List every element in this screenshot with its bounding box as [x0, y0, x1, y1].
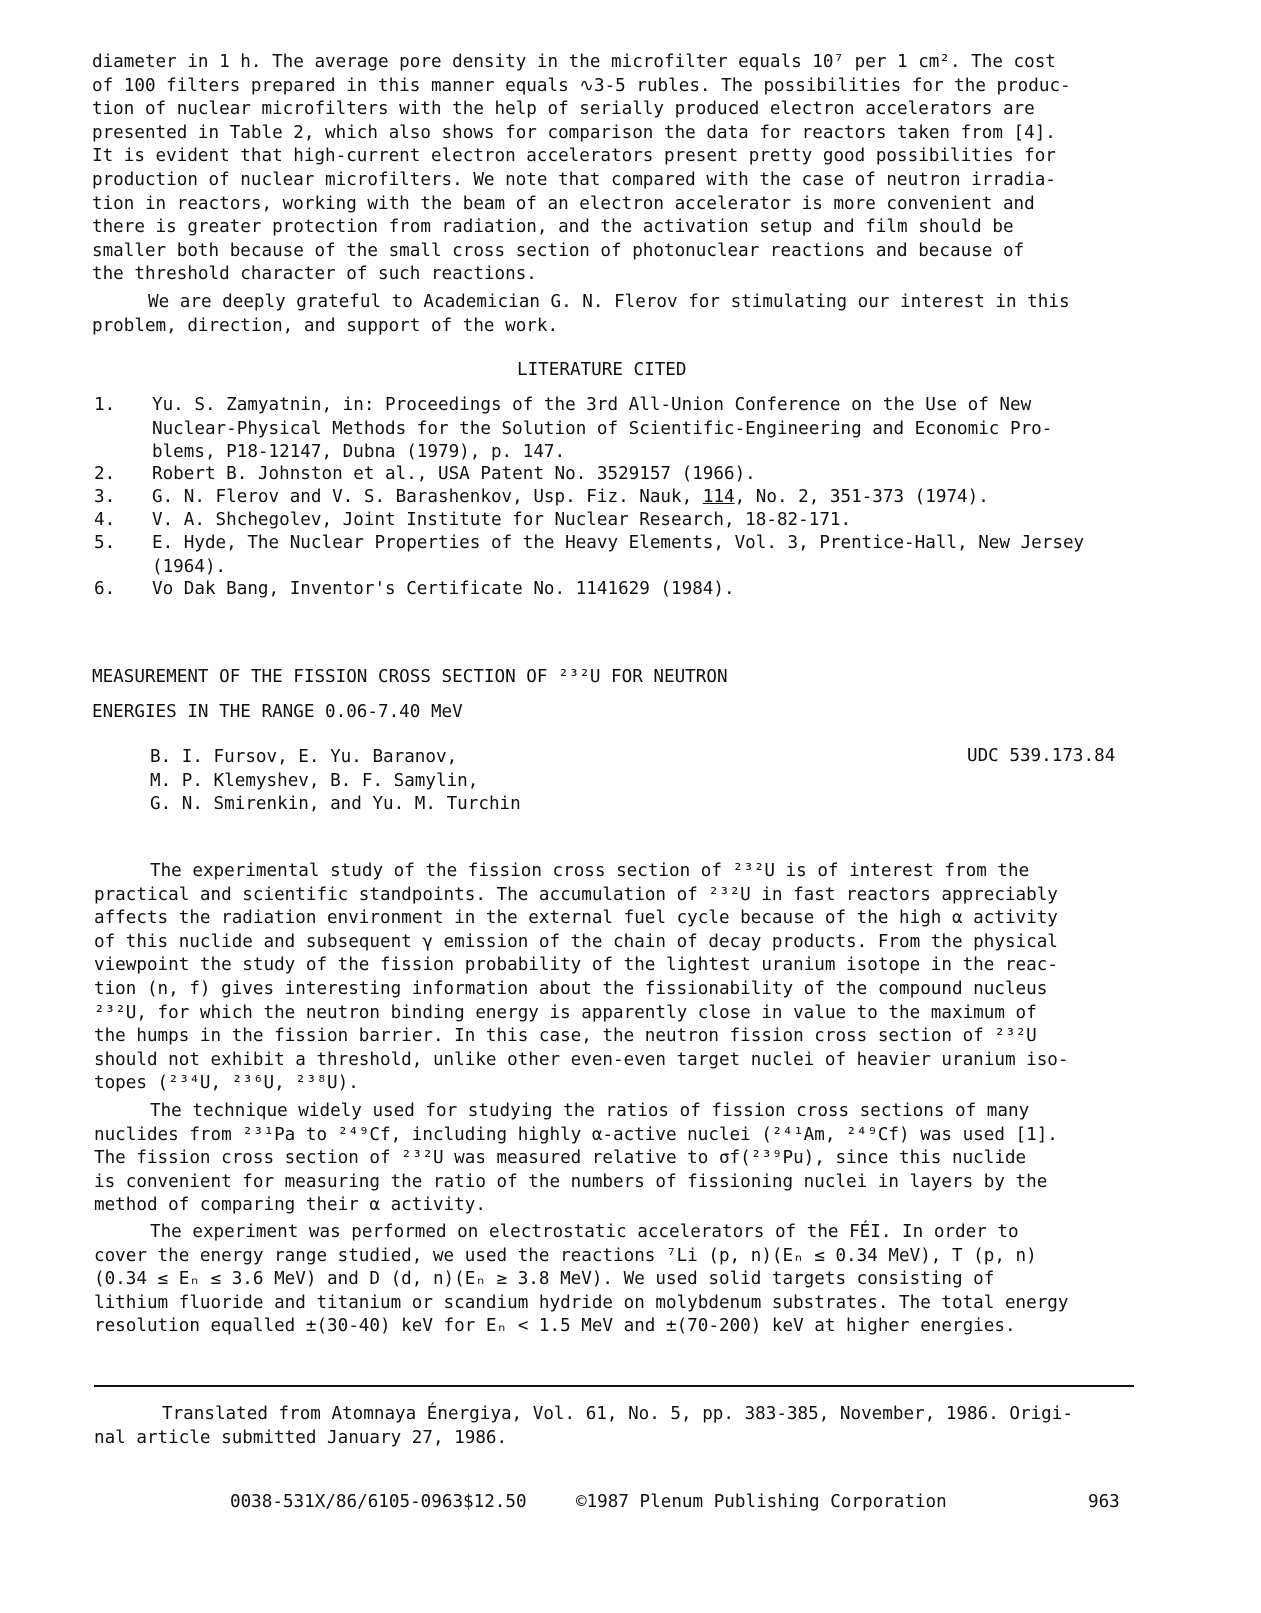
text-line: The technique widely used for studying the ratios of fission cross sections of many [150, 1101, 1030, 1121]
footer-issn-code: 0038-531X/86/6105-0963$12.50 [230, 1492, 527, 1512]
text-line: It is evident that high-current electron accelerators present pretty good possibilities for [92, 146, 1056, 167]
text-line: cover the energy range studied, we used the reactions ⁷Li (p, n)(Eₙ ≤ 0.34 MeV), T (p, n) [94, 1245, 1037, 1266]
article-title-line-1: MEASUREMENT OF THE FISSION CROSS SECTION OF ²³²U FOR NEUTRON [92, 667, 728, 687]
reference-number: 1. [94, 395, 116, 415]
text-line: nal article submitted January 27, 1986. [94, 1427, 508, 1448]
reference-text: Yu. S. Zamyatnin, in: Proceedings of the 3rd All-Union Conference on the Use of New [152, 395, 1032, 415]
text-line: We are deeply grateful to Academician G. N. Flerov for stimulating our interest in this [148, 292, 1070, 312]
author-line: M. P. Klemyshev, B. F. Samylin, [150, 770, 479, 791]
reference-number: 5. [94, 533, 116, 553]
footer-copyright: ©1987 Plenum Publishing Corporation [576, 1492, 947, 1512]
text-line: there is greater protection from radiation, and the activation setup and film should be [92, 217, 1014, 238]
text-line: practical and scientific standpoints. The accumulation of ²³²U in fast reactors appreciably [94, 884, 1058, 905]
footnote-divider [94, 1385, 1134, 1387]
reference-number: 6. [94, 579, 116, 599]
reference-number: 2. [94, 464, 116, 484]
reference-volume: 114 [702, 487, 735, 507]
reference-text: blems, P18-12147, Dubna (1979), p. 147. [152, 442, 566, 463]
text-line: Translated from Atomnaya Énergiya, Vol. 61, No. 5, pp. 383-385, November, 1986. Origi- [162, 1404, 1073, 1424]
reference-text: Robert B. Johnston et al., USA Patent No. 3529157 (1966). [152, 464, 756, 484]
text-line: should not exhibit a threshold, unlike other even-even target nuclei of heavier uranium iso- [94, 1049, 1069, 1070]
author-list [150, 746, 521, 817]
reference-text-pre: G. N. Flerov and V. S. Barashenkov, Usp. Fiz. Nauk, [152, 487, 703, 507]
footer-page-number: 963 [1088, 1492, 1120, 1512]
text-line: presented in Table 2, which also shows for comparison the data for reactors taken from [4]. [92, 122, 1056, 143]
text-line: tion (n, f) gives interesting information about the fissionability of the compound nucleus [94, 978, 1048, 999]
text-line: affects the radiation environment in the external fuel cycle because of the high α activity [94, 908, 1058, 929]
intro-paragraph [92, 51, 1142, 287]
text-line: the humps in the fission barrier. In this case, the neutron fission cross section of ²³²U [94, 1026, 1037, 1047]
text-line: nuclides from ²³¹Pa to ²⁴⁹Cf, including highly α-active nuclei (²⁴¹Am, ²⁴⁹Cf) was used [1]. [94, 1124, 1058, 1145]
reference-text: Vo Dak Bang, Inventor's Certificate No. 1141629 (1984). [152, 579, 735, 599]
body-paragraph [94, 860, 1154, 1096]
translation-note [94, 1403, 1154, 1450]
reference-text: (1964). [152, 556, 227, 577]
text-line: problem, direction, and support of the work. [92, 315, 559, 336]
text-line: of this nuclide and subsequent γ emission of the chain of decay products. From the physical [94, 931, 1058, 952]
text-line: viewpoint the study of the fission probability of the lightest uranium isotope in the reac- [94, 955, 1058, 976]
text-line: topes (²³⁴U, ²³⁶U, ²³⁸U). [94, 1073, 359, 1094]
text-line: of 100 filters prepared in this manner equals ∿3-5 rubles. The possibilities for the produc- [92, 75, 1071, 96]
text-line: resolution equalled ±(30-40) keV for Eₙ < 1.5 MeV and ±(70-200) keV at higher energies. [94, 1316, 1016, 1337]
text-line: The experiment was performed on electrostatic accelerators of the FÉI. In order to [150, 1222, 1019, 1242]
body-paragraph [94, 1100, 1154, 1218]
author-line: G. N. Smirenkin, and Yu. M. Turchin [150, 794, 521, 815]
text-line: The fission cross section of ²³²U was measured relative to σf(²³⁹Pu), since this nuclide [94, 1148, 1027, 1169]
text-line: the threshold character of such reactions. [92, 264, 537, 285]
reference-text: V. A. Shchegolev, Joint Institute for Nuclear Research, 18-82-171. [152, 510, 852, 530]
body-paragraph [94, 1221, 1154, 1339]
text-line: The experimental study of the fission cross section of ²³²U is of interest from the [150, 861, 1030, 881]
author-line: B. I. Fursov, E. Yu. Baranov, [150, 747, 458, 767]
reference-text [152, 486, 1202, 510]
reference-number: 4. [94, 510, 116, 530]
reference-text: E. Hyde, The Nuclear Properties of the Heavy Elements, Vol. 3, Prentice-Hall, New Jersey [152, 533, 1085, 553]
literature-heading: LITERATURE CITED [517, 360, 687, 380]
text-line: is convenient for measuring the ratio of the numbers of fissioning nuclei in layers by the [94, 1171, 1048, 1192]
text-line: production of nuclear microfilters. We note that compared with the case of neutron irradia- [92, 169, 1056, 190]
text-line: ²³²U, for which the neutron binding energy is apparently close in value to the maximum of [94, 1002, 1037, 1023]
text-line: (0.34 ≤ Eₙ ≤ 3.6 MeV) and D (d, n)(Eₙ ≥ 3.8 MeV). We used solid targets consisting of [94, 1269, 995, 1290]
acknowledgement-paragraph [92, 291, 1152, 338]
reference-number: 3. [94, 487, 116, 507]
reference-text-post: , No. 2, 351-373 (1974). [734, 487, 989, 507]
text-line: lithium fluoride and titanium or scandium hydride on molybdenum substrates. The total energy [94, 1292, 1069, 1313]
text-line: tion of nuclear microfilters with the help of serially produced electron accelerators are [92, 99, 1035, 120]
udc-code: UDC 539.173.84 [967, 746, 1116, 766]
text-line: method of comparing their α activity. [94, 1195, 486, 1216]
text-line: diameter in 1 h. The average pore density in the microfilter equals 10⁷ per 1 cm². The cost [92, 52, 1056, 72]
article-title-line-2: ENERGIES IN THE RANGE 0.06-7.40 MeV [92, 702, 463, 722]
reference-text: Nuclear-Physical Methods for the Solution of Scientific-Engineering and Economic Pro- [152, 418, 1053, 439]
text-line: tion in reactors, working with the beam of an electron accelerator is more convenient and [92, 193, 1035, 214]
text-line: smaller both because of the small cross section of photonuclear reactions and because of [92, 240, 1025, 261]
